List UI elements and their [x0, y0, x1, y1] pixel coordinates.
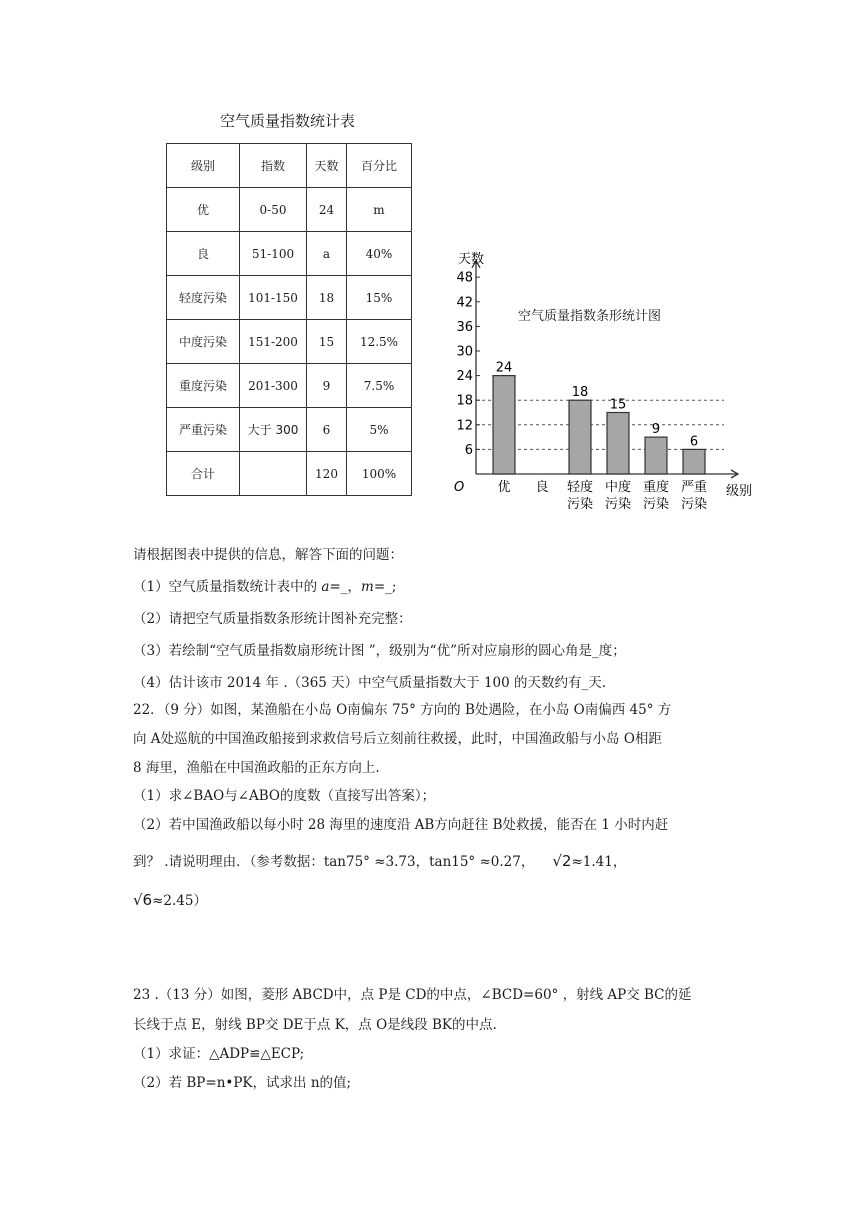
intro-text: 请根据图表中提供的信息，解答下面的问题： — [133, 547, 403, 563]
problem-23-line-1: 23 .（13 分）如图，菱形 ABCD中，点 P是 CD的中点，∠BCD=60° ，射线 AP交 BC的延 — [133, 987, 692, 1003]
category-label: 污染 — [566, 497, 594, 512]
header-cell: 级别 — [167, 144, 240, 188]
table-cell: a — [307, 232, 347, 276]
origin-label: O — [454, 480, 465, 495]
table-cell: 中度污染 — [167, 320, 240, 364]
table-cell: 101-150 — [240, 276, 307, 320]
table-header-row — [167, 144, 412, 188]
question-4: （4）估计该市 2014 年 .（365 天）中空气质量指数大于 100 的天数约有_天. — [133, 675, 607, 691]
category-label: 污染 — [642, 497, 670, 512]
category-label: 中度 — [604, 480, 632, 495]
category-label: 轻度 — [566, 480, 594, 495]
problem-23-question-1: （1）求证：△ADP≌△ECP; — [133, 1046, 305, 1062]
chart-title: 空气质量指数条形统计图 — [518, 309, 662, 324]
problem-22-line-3: 8 海里，渔船在中国渔政船的正东方向上. — [133, 760, 380, 776]
bar-value-label: 18 — [571, 385, 589, 401]
table-cell: 15 — [307, 320, 347, 364]
y-tick-label: 36 — [456, 319, 473, 335]
table-cell — [240, 452, 307, 496]
bar — [493, 376, 515, 474]
header-cell: 指数 — [240, 144, 307, 188]
stats-table — [166, 143, 412, 496]
bar — [607, 413, 629, 475]
table-cell: 严重污染 — [167, 408, 240, 452]
y-tick-label: 42 — [456, 295, 473, 311]
category-label: 良 — [535, 480, 549, 495]
bar-value-label: 15 — [609, 397, 627, 413]
table-title: 空气质量指数统计表 — [220, 112, 356, 130]
table-row — [167, 452, 412, 496]
table-row — [167, 232, 412, 276]
q1-pre: （1）空气质量指数统计表中的 — [133, 579, 322, 595]
problem-22-line-1: 22．（9 分）如图，某渔船在小岛 O南偏东 75° 方向的 B处遇险，在小岛 O南偏西 45° 方 — [133, 702, 672, 718]
table-cell: 良 — [167, 232, 240, 276]
y-tick-label: 18 — [456, 393, 473, 409]
x-axis-label: 级别 — [726, 484, 753, 499]
table-cell: 重度污染 — [167, 364, 240, 408]
y-tick-label: 6 — [464, 442, 473, 458]
q1-post: =_; — [373, 579, 397, 595]
table-row — [167, 364, 412, 408]
category-label: 重度 — [642, 480, 670, 495]
table-cell: 9 — [307, 364, 347, 408]
table-cell: 轻度污染 — [167, 276, 240, 320]
sqrt6-symbol: √6 — [133, 891, 153, 909]
table-cell: 15% — [347, 276, 412, 320]
problem-22-question-2: （2）若中国渔政船以每小时 28 海里的速度沿 AB方向赶往 B处救援，能否在 1 小时内赶 — [133, 817, 669, 833]
table-cell: 24 — [307, 188, 347, 232]
p22-q2b-text: 到？ .请说明理由．（参考数据：tan75° ≈3.73，tan15° ≈0.27， — [133, 854, 535, 870]
problem-22-question-2-cont — [133, 851, 626, 872]
table-cell: 151-200 — [240, 320, 307, 364]
bar-value-label: 9 — [651, 422, 661, 438]
problem-22-question-1: （1）求∠BAO与∠ABO的度数（直接写出答案）； — [133, 788, 436, 804]
table-row — [167, 276, 412, 320]
bar-value-label: 24 — [495, 360, 513, 376]
category-label: 污染 — [680, 497, 708, 512]
table-cell: 合计 — [167, 452, 240, 496]
table-cell: 大于 300 — [240, 408, 307, 452]
table-cell: 5% — [347, 408, 412, 452]
problem-22-line-2: 向 A处巡航的中国渔政船接到求救信号后立刻前往救援，此时，中国渔政船与小岛 O相距 — [133, 731, 662, 747]
y-tick-label: 48 — [456, 270, 473, 286]
category-label: 严重 — [680, 480, 708, 495]
problem-23-line-2: 长线于点 E，射线 BP交 DE于点 K，点 O是线段 BK的中点. — [133, 1017, 497, 1033]
bar — [645, 437, 667, 474]
y-axis-label: 天数 — [458, 251, 485, 267]
header-cell: 天数 — [307, 144, 347, 188]
table-cell: 7.5% — [347, 364, 412, 408]
header-cell: 百分比 — [347, 144, 412, 188]
y-tick-label: 30 — [456, 344, 473, 360]
bar-value-label: 6 — [689, 434, 699, 450]
question-2: （2）请把空气质量指数条形统计图补充完整： — [133, 611, 412, 627]
sqrt2-value: ≈1.41， — [571, 854, 627, 870]
table-row — [167, 408, 412, 452]
category-label: 污染 — [604, 497, 632, 512]
table-cell: 6 — [307, 408, 347, 452]
table-row — [167, 188, 412, 232]
table-row — [167, 320, 412, 364]
table-cell: 100% — [347, 452, 412, 496]
bar — [683, 449, 705, 474]
table-cell: 18 — [307, 276, 347, 320]
y-tick-label: 24 — [456, 369, 473, 385]
table-cell: 51-100 — [240, 232, 307, 276]
sqrt2-symbol: √2 — [552, 852, 572, 870]
problem-23-question-2: （2）若 BP=n•PK，试求出 n的值; — [133, 1075, 352, 1091]
q1-mid: =_， — [329, 579, 362, 595]
bar — [569, 400, 591, 474]
sqrt6-value: ≈2.45） — [152, 893, 207, 909]
problem-22-reference-cont — [133, 890, 207, 911]
table-cell: 优 — [167, 188, 240, 232]
y-tick-label: 12 — [456, 418, 473, 434]
table-cell: 40% — [347, 232, 412, 276]
category-label: 优 — [497, 480, 511, 495]
table-cell: 120 — [307, 452, 347, 496]
table-cell: 12.5% — [347, 320, 412, 364]
table-cell: 201-300 — [240, 364, 307, 408]
table-cell: 0-50 — [240, 188, 307, 232]
question-1 — [133, 577, 396, 597]
q1-var-a: a — [321, 579, 330, 595]
q1-var-m: m — [361, 579, 374, 595]
table-cell: m — [347, 188, 412, 232]
question-3: （3）若绘制“空气质量指数扇形统计图 ”，级别为“优”所对应扇形的圆心角是_度； — [133, 643, 626, 659]
